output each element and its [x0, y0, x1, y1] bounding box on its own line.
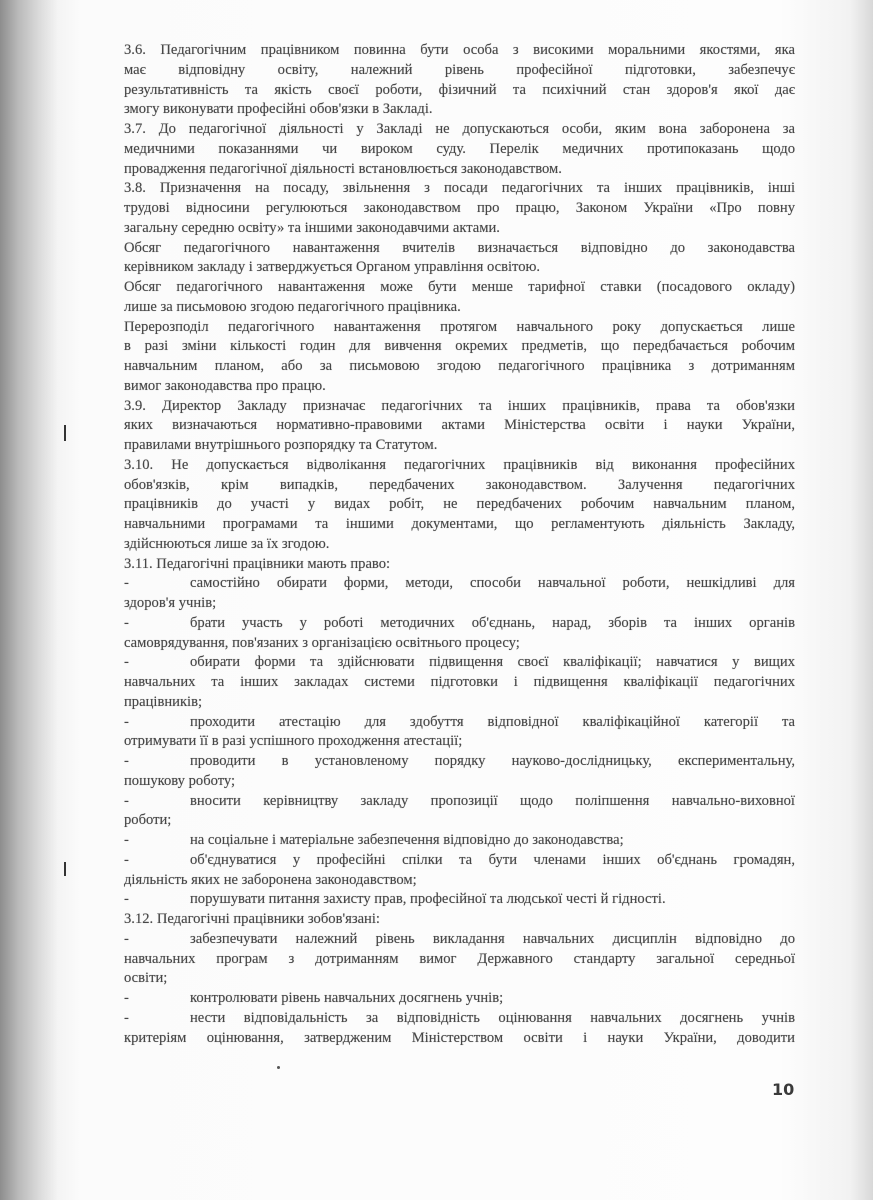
line-text: працівників до участі у видах робіт, не передбачених робочим навчальним планом, [124, 496, 795, 513]
paragraph [124, 397, 795, 456]
line-text: 3.7. До педагогічної діяльності у Закладі не допускаються особи, яким вона заборонена за [124, 121, 795, 137]
line-text: освіти; [124, 970, 168, 987]
text-line [124, 732, 795, 752]
line-text: діяльність яких не заборонена законодавством; [124, 871, 417, 888]
line-text: проводити в установленому порядку науково-дослідницьку, експериментальну, [190, 753, 795, 769]
line-text: змогу виконувати професійні обов'язки в Закладі. [124, 101, 433, 118]
text-line [124, 495, 795, 515]
line-text: медичними показаннями чи вироком суду. Перелік медичних протипоказань щодо [124, 140, 795, 157]
text-line [124, 871, 795, 891]
line-text: критеріям оцінювання, затвердженим Міністерством освіти і науки України, доводити [124, 1029, 795, 1046]
text-line [124, 337, 795, 357]
bullet-dash: - [124, 832, 129, 848]
line-text: лише за письмовою згодою педагогічного працівника. [124, 298, 461, 315]
text-line [124, 41, 795, 61]
line-text: загальну середню освіту» та іншими законодавчими актами. [124, 219, 500, 236]
line-text: провадження педагогічної діяльності встановлюється законодавством. [124, 160, 562, 177]
text-line [124, 160, 795, 180]
text-line [124, 831, 795, 851]
bullet-dash: - [124, 851, 129, 868]
line-text: Обсяг педагогічного навантаження вчителів визначається відповідно до законодавства [124, 239, 795, 256]
text-line [124, 377, 795, 397]
text-line [124, 179, 795, 199]
text-line [124, 693, 795, 713]
text-line [124, 555, 795, 575]
text-line [124, 120, 795, 140]
list-item [124, 851, 795, 891]
line-text: брати участь у роботі методичних об'єднань, нарад, зборів та інших органів [190, 614, 795, 631]
text-line [124, 199, 795, 219]
line-text: 3.9. Директор Закладу призначає педагогічних та інших працівників, права та обов'язки [124, 397, 795, 414]
line-text: працівників; [124, 693, 203, 710]
bullet-dash: - [124, 891, 129, 908]
line-text: навчальним планом, або за письмовою згодою педагогічного працівника з дотриманням [124, 358, 795, 374]
text-line [124, 476, 795, 496]
text-line [124, 278, 795, 298]
line-text: пошукову роботу; [124, 772, 236, 789]
text-line [124, 318, 795, 338]
line-text: керівником закладу і затверджується Органом управління освітою. [124, 259, 541, 276]
paragraph [124, 239, 795, 279]
line-text: отримувати її в разі успішного проходження атестації; [124, 733, 463, 750]
text-line [124, 416, 795, 436]
line-text: 3.12. Педагогічні працівники зобов'язані: [124, 911, 380, 927]
text-line [124, 930, 795, 950]
line-text: правилами внутрішнього розпорядку та Статутом. [124, 437, 438, 453]
line-text: в разі зміни кількості годин для вивчення окремих предметів, що передбачається робочим [124, 338, 795, 355]
text-line [124, 239, 795, 259]
line-text: Обсяг педагогічного навантаження може бути менше тарифної ставки (посадового окладу) [124, 279, 795, 295]
page-number: 10 [772, 1080, 795, 1099]
text-line [124, 219, 795, 239]
document-body [124, 41, 795, 1048]
list-item [124, 653, 795, 712]
line-text: 3.8. Призначення на посаду, звільнення з посади педагогічних та інших працівників, інші [124, 180, 795, 197]
text-line [124, 456, 795, 476]
list-item [124, 1009, 795, 1049]
bullet-dash: - [124, 575, 129, 592]
line-text: 3.11. Педагогічні працівники мають право: [124, 555, 391, 572]
text-line [124, 258, 795, 278]
list-item [124, 930, 795, 989]
line-text: здоров'я учнів; [124, 595, 217, 611]
text-line [124, 436, 795, 456]
bullet-dash: - [124, 753, 129, 769]
line-text: самоврядування, пов'язаних з організацією освітнього процесу; [124, 634, 520, 651]
bullet-dash: - [124, 990, 129, 1006]
line-text: обов'язків, крім випадків, передбачених законодавством. Залучення педагогічних [124, 476, 795, 493]
text-line [124, 298, 795, 318]
line-text: здійснюються лише за їх згодою. [124, 535, 330, 552]
line-text: роботи; [124, 812, 172, 829]
list-item [124, 574, 795, 614]
text-line [124, 851, 795, 871]
line-text: навчальних програм з дотриманням вимог Державного стандарту загальної середньої [124, 950, 795, 967]
line-text: обирати форми та здійснювати підвищення своєї кваліфікації; навчатися у вищих [190, 654, 795, 671]
line-text: забезпечувати належний рівень викладання навчальних дисциплін відповідно до [190, 930, 795, 947]
text-line [124, 713, 795, 733]
paragraph [124, 120, 795, 179]
text-line [124, 397, 795, 417]
list-item [124, 890, 795, 910]
list-item [124, 752, 795, 792]
paragraph [124, 41, 795, 120]
line-text: 3.6. Педагогічним працівником повинна бути особа з високими моральними якостями, яка [124, 42, 795, 58]
bullet-dash: - [124, 792, 129, 809]
text-line [124, 140, 795, 160]
text-line [124, 792, 795, 812]
text-line [124, 752, 795, 772]
line-text: яких визначаються нормативно-правовими актами Міністерства освіти і науки України, [124, 417, 795, 434]
text-line [124, 989, 795, 1009]
text-line [124, 969, 795, 989]
line-text: нести відповідальність за відповідність оцінювання навчальних досягнень учнів [190, 1009, 795, 1026]
text-line [124, 614, 795, 634]
bullet-dash: - [124, 654, 129, 671]
list-item [124, 792, 795, 832]
bullet-dash: - [124, 1009, 129, 1026]
line-text: Перерозподіл педагогічного навантаження протягом навчального року допускається лише [124, 318, 795, 335]
line-text: вносити керівництву закладу пропозиції щодо поліпшення навчально-виховної [190, 792, 795, 809]
line-text: навчальними програмами та іншими документами, що регламентують діяльність Закладу, [124, 516, 795, 532]
line-text: 3.10. Не допускається відволікання педагогічних працівників від виконання професійних [124, 456, 795, 473]
line-text: порушувати питання захисту прав, професійної та людської честі й гідності. [190, 891, 666, 908]
list-item [124, 989, 795, 1009]
text-line [124, 653, 795, 673]
text-line [124, 357, 795, 377]
text-line [124, 1009, 795, 1029]
bullet-dash: - [124, 930, 129, 947]
line-text: об'єднуватися у професійні спілки та бути членами інших об'єднань громадян, [190, 851, 795, 868]
paragraph [124, 910, 795, 930]
text-line [124, 515, 795, 535]
line-text: на соціальне і матеріальне забезпечення відповідно до законодавства; [190, 832, 624, 848]
line-text: контролювати рівень навчальних досягнень учнів; [190, 990, 504, 1006]
paragraph [124, 555, 795, 575]
text-line [124, 100, 795, 120]
text-line [124, 950, 795, 970]
list-item [124, 831, 795, 851]
list-item [124, 713, 795, 753]
text-line [124, 772, 795, 792]
bullet-dash: - [124, 713, 129, 730]
line-text: трудові відносини регулюються законодавством про працю, Законом України «Про повну [124, 200, 795, 216]
scan-speck [277, 1066, 280, 1069]
paragraph [124, 278, 795, 318]
line-text: навчальних та інших закладах системи підготовки і підвищення кваліфікації педагогічних [124, 674, 795, 690]
text-line [124, 634, 795, 654]
text-line [124, 61, 795, 81]
text-line [124, 673, 795, 693]
text-line [124, 811, 795, 831]
paragraph [124, 318, 795, 397]
text-line [124, 594, 795, 614]
binding-mark [64, 862, 66, 876]
paragraph [124, 456, 795, 555]
line-text: результативність та якість своєї роботи, фізичний та психічний стан здоров'я якої дає [124, 81, 795, 98]
paragraph [124, 179, 795, 238]
line-text: самостійно обирати форми, методи, способи навчальної роботи, нешкідливі для [190, 575, 795, 592]
text-line [124, 890, 795, 910]
list-item [124, 614, 795, 654]
text-line [124, 910, 795, 930]
text-line [124, 535, 795, 555]
line-text: проходити атестацію для здобуття відповідної кваліфікаційної категорії та [190, 713, 795, 730]
binding-mark [64, 425, 66, 441]
line-text: вимог законодавства про працю. [124, 377, 326, 394]
line-text: має відповідну освіту, належний рівень професійної підготовки, забезпечує [124, 61, 795, 78]
text-line [124, 574, 795, 594]
text-line [124, 81, 795, 101]
bullet-dash: - [124, 614, 129, 631]
text-line [124, 1029, 795, 1049]
